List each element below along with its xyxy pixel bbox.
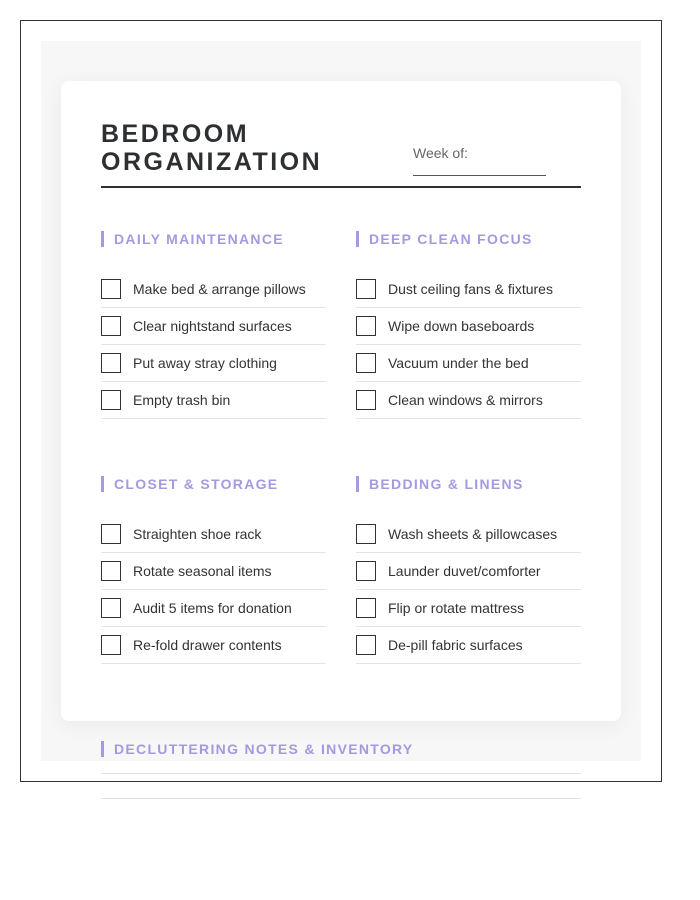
checklist-item[interactable] [356,382,581,419]
item-label: Vacuum under the bed [388,355,529,371]
checklist-item[interactable] [101,382,326,419]
checkbox[interactable] [356,561,376,581]
title-line-1: BEDROOM [101,120,250,148]
checkbox[interactable] [356,524,376,544]
item-label: Re-fold drawer contents [133,637,282,653]
checkbox[interactable] [101,353,121,373]
item-label: De-pill fabric surfaces [388,637,523,653]
checkbox[interactable] [101,598,121,618]
section-decluttering-notes [101,741,581,757]
checkbox[interactable] [356,635,376,655]
checklist-item[interactable] [356,627,581,664]
checklist-item[interactable] [101,271,326,308]
section-bedding-linens [356,476,581,664]
checklist [101,516,326,664]
item-label: Clear nightstand surfaces [133,318,292,334]
checkbox[interactable] [356,279,376,299]
section-title: DEEP CLEAN FOCUS [356,231,581,247]
item-label: Straighten shoe rack [133,526,262,542]
section-title: CLOSET & STORAGE [101,476,326,492]
checklist [356,516,581,664]
checklist-item[interactable] [356,308,581,345]
section-title: DECLUTTERING NOTES & INVENTORY [101,741,581,757]
checklist-item[interactable] [356,345,581,382]
checklist-item[interactable] [356,516,581,553]
notes-line[interactable] [101,798,581,799]
checkbox[interactable] [356,598,376,618]
checkbox[interactable] [101,279,121,299]
checklist-item[interactable] [101,308,326,345]
checklist-item[interactable] [101,590,326,627]
checklist-item[interactable] [356,553,581,590]
checklist-item[interactable] [101,345,326,382]
item-label: Empty trash bin [133,392,231,408]
item-label: Put away stray clothing [133,355,277,371]
header-divider [101,186,581,188]
checkbox[interactable] [356,316,376,336]
item-label: Flip or rotate mattress [388,600,525,616]
item-label: Rotate seasonal items [133,563,272,579]
item-label: Wipe down baseboards [388,318,535,334]
section-title: DAILY MAINTENANCE [101,231,326,247]
checklist-item[interactable] [356,590,581,627]
checklist [101,271,326,419]
checklist-item[interactable] [101,516,326,553]
week-of-field[interactable] [413,175,546,176]
page-title [101,120,322,176]
checklist-item[interactable] [101,553,326,590]
item-label: Make bed & arrange pillows [133,281,306,297]
item-label: Launder duvet/comforter [388,563,541,579]
checkbox[interactable] [101,316,121,336]
section-deep-clean-focus [356,231,581,419]
checklist [356,271,581,419]
checkbox[interactable] [101,524,121,544]
checkbox[interactable] [101,390,121,410]
checkbox[interactable] [356,390,376,410]
title-line-2: ORGANIZATION [101,148,323,176]
notes-line[interactable] [101,773,581,774]
checklist-item[interactable] [356,271,581,308]
section-title: BEDDING & LINENS [356,476,581,492]
week-of-label: Week of: [413,145,468,161]
item-label: Clean windows & mirrors [388,392,543,408]
checkbox[interactable] [356,353,376,373]
item-label: Wash sheets & pillowcases [388,526,558,542]
item-label: Dust ceiling fans & fixtures [388,281,553,297]
checkbox[interactable] [101,561,121,581]
item-label: Audit 5 items for donation [133,600,292,616]
checkbox[interactable] [101,635,121,655]
section-closet-storage [101,476,326,664]
section-daily-maintenance [101,231,326,419]
checklist-item[interactable] [101,627,326,664]
